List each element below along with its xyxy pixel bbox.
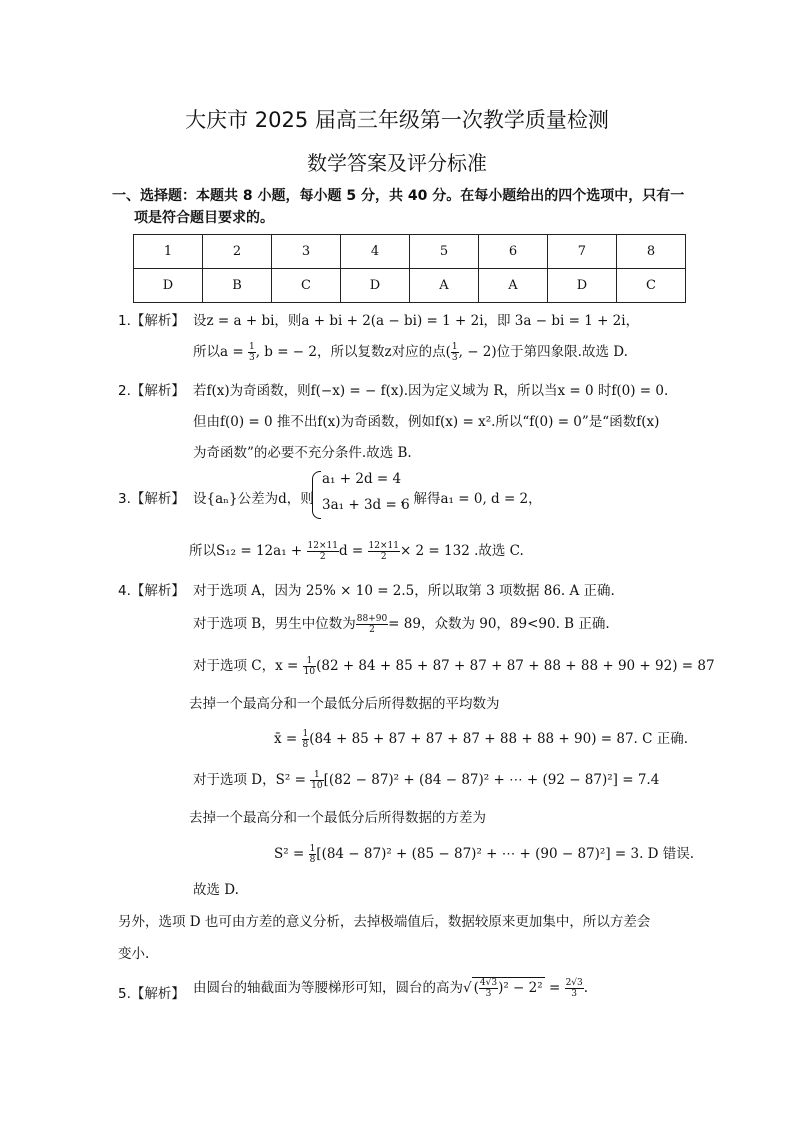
q3-eq2: 3a₁ + 3d = 6 — [322, 497, 410, 513]
q3-line2: 所以S₁₂ = 12a₁ + $\frac{12\times 11}{2}$ d = $\frac{12\times 11}{2}$ × 2 = 132 .故选 C. — [189, 541, 524, 562]
question-number-cell: 6 — [478, 235, 547, 269]
q3-line1-b: ，解得a₁ = 0, d = 2， — [400, 491, 542, 507]
q5-tag: 5.【解析】 — [118, 986, 185, 1002]
q4-line3: 对于选项 C，x = $\frac{1}{10}$ (82 + 84 + 85 + 87 + 87 + 87 + 88 + 88 + 90 + 92) = 87 — [193, 656, 715, 677]
page-title: 大庆市 2025 届高三年级第一次教学质量检测 — [185, 108, 609, 132]
q3-tag: 3.【解析】 — [118, 491, 185, 507]
q5-line1: 由圆台的轴截面为等腰梯形可知，圆台的高为√ ( $\frac{4√3}{3}$ )² − 2² = $\frac{2√3}{3}$ . — [193, 978, 589, 999]
q2-line2: 但由f(0) = 0 推不出f(x)为奇函数，例如f(x) = x².所以“f(0) = 0”是“函数f(x) — [193, 414, 660, 430]
question-number-cell: 7 — [547, 235, 616, 269]
answer-cell: D — [340, 269, 409, 303]
q3-eq1: a₁ + 2d = 4 — [322, 471, 402, 487]
q4-line1: 对于选项 A，因为 25% × 10 = 2.5，所以取第 3 项数据 86. A 正确. — [193, 583, 615, 599]
page-subtitle: 数学答案及评分标准 — [307, 151, 487, 175]
q4-line8: S² = $\frac{1}{8}$ [(84 − 87)² + (85 − 87)² + ⋯ + (90 − 87)²] = 3. D 错误. — [274, 844, 695, 865]
answer-cell: C — [271, 269, 340, 303]
question-number-cell: 8 — [616, 235, 685, 269]
q1-line1: 设z = a + bi，则a + bi + 2(a − bi) = 1 + 2i，即 3a − bi = 1 + 2i， — [193, 313, 640, 329]
sqrt-radicand: ( $\frac{4√3}{3}$ )² − 2² — [473, 978, 543, 999]
answer-table-header-row — [134, 235, 686, 269]
question-number-cell: 4 — [340, 235, 409, 269]
answer-table — [133, 234, 686, 303]
q4-line7: 去掉一个最高分和一个最低分后所得数据的方差为 — [189, 810, 486, 826]
question-number-cell: 3 — [271, 235, 340, 269]
q4-tag: 4.【解析】 — [118, 583, 185, 599]
q2-line3: 为奇函数”的必要不充分条件.故选 B. — [193, 445, 412, 461]
q3-line1-a: 设{aₙ}公差为d，则 — [193, 491, 314, 507]
answer-cell: D — [547, 269, 616, 303]
q4-line6: 对于选项 D，S² = $\frac{1}{10}$ [(82 − 87)² + (84 − 87)² + ⋯ + (92 − 87)²] = 7.4 — [193, 770, 660, 791]
q4-line9: 故选 D. — [193, 882, 239, 898]
question-number-cell: 5 — [410, 235, 479, 269]
answer-cell: A — [410, 269, 479, 303]
q4-note-line1: 另外，选项 D 也可由方差的意义分析，去掉极端值后，数据较原来更加集中，所以方差会 — [118, 914, 651, 930]
q4-line2: 对于选项 B，男生中位数为 $\frac{88+90}{2}$ = 89，众数为 90，89<90. B 正确. — [193, 614, 610, 635]
q4-note-line2: 变小. — [118, 946, 150, 962]
answer-cell: C — [616, 269, 685, 303]
q2-line1: 若f(x)为奇函数，则f(−x) = − f(x).因为定义域为 R，所以当x = 0 时f(0) = 0. — [193, 383, 669, 399]
answer-cell: D — [134, 269, 203, 303]
system-brace — [312, 471, 321, 519]
answer-cell: A — [478, 269, 547, 303]
answer-cell: B — [203, 269, 272, 303]
section-heading-line1: 一、选择题：本题共 8 小题，每小题 5 分，共 40 分。在每小题给出的四个选项中，只有一 — [112, 188, 685, 204]
sqrt-symbol: √ — [463, 980, 472, 996]
q1-line2: 所以a = $\frac{1}{3}$ , b = − 2，所以复数z对应的点( $\frac{1}{3}$ , − 2)位于第四象限.故选 D. — [193, 342, 628, 363]
question-number-cell: 1 — [134, 235, 203, 269]
q2-tag: 2.【解析】 — [118, 383, 185, 399]
question-number-cell: 2 — [203, 235, 272, 269]
section-heading-line2: 项是符合题目要求的。 — [134, 210, 274, 226]
q4-line4: 去掉一个最高分和一个最低分后所得数据的平均数为 — [189, 696, 500, 712]
answer-table-answer-row — [134, 269, 686, 303]
q1-tag: 1.【解析】 — [118, 313, 185, 329]
q4-line5: x̄ = $\frac{1}{8}$ (84 + 85 + 87 + 87 + 87 + 88 + 88 + 90) = 87. C 正确. — [274, 729, 689, 750]
